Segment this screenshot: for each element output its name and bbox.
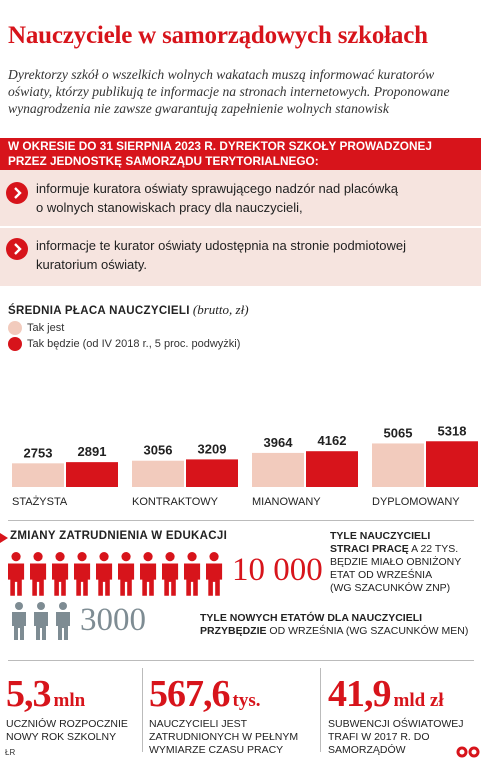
stat-caption: [6, 718, 128, 744]
person-icon: [184, 552, 200, 596]
info-heading-line: PRZEZ JEDNOSTKĘ SAMORZĄDU TERYTORIALNEGO:: [8, 154, 319, 168]
data-label: 5065: [383, 425, 413, 441]
divider: [142, 668, 143, 752]
person-icon: [8, 552, 24, 596]
person-icon: [12, 602, 26, 640]
lost-note-line: TYLE NAUCZYCIELI: [330, 530, 431, 542]
arrow-bullet-icon: [0, 533, 18, 543]
data-label: 3056: [143, 442, 173, 458]
subtitle: Dyrektorzy szkół o wszelkich wolnych wakatach muszą informować kuratorów oświaty, którzy publikują te informacje na stronach internetowych. Proponowane wynagrodzenia nie zawsze gwarantują zapełnienie wolnych stanowisk: [8, 67, 450, 116]
stat-number: [149, 672, 260, 716]
stat-unit: mld zł: [393, 690, 444, 711]
info-item: [0, 228, 481, 286]
person-icon: [140, 552, 156, 596]
author-initials: ŁR: [5, 748, 16, 757]
data-label: 2753: [23, 445, 53, 461]
person-icon: [34, 602, 48, 640]
new-note: [200, 612, 468, 638]
arrow-right-icon: [6, 182, 28, 204]
info-heading-line: W OKRESIE DO 31 SIERPNIA 2023 R. DYREKTOR SZKOŁY PROWADZONEJ: [8, 139, 432, 153]
bar: [426, 441, 478, 487]
stat-caption-line: ZATRUDNIONYCH W PEŁNYM: [149, 731, 299, 743]
info-heading: [0, 138, 481, 170]
category-label: STAŻYSTA: [12, 496, 68, 508]
lost-note: [330, 530, 461, 595]
publisher-logo-icon: [456, 746, 480, 758]
info-item: [0, 170, 481, 226]
data-label: 2891: [77, 444, 107, 460]
new-note-bold: PRZYBĘDZIE: [200, 625, 267, 637]
people-lost-icons: [6, 548, 246, 600]
legend-label: Tak będzie (od IV 2018 r., 5 proc. podwyżki): [27, 337, 241, 350]
category-label: DYPLOMOWANY: [372, 496, 460, 508]
lost-note-rest: A 22 TYS.: [408, 543, 459, 555]
info-item-line: kuratorium oświaty.: [36, 257, 148, 272]
data-label: 5318: [437, 423, 467, 439]
legend-label: Tak jest: [27, 321, 65, 334]
new-note-line: TYLE NOWYCH ETATÓW DLA NAUCZYCIELI: [200, 612, 423, 624]
bar-chart: [0, 300, 481, 520]
bar: [132, 461, 184, 487]
data-label: 3209: [197, 441, 227, 457]
arrow-right-icon: [6, 238, 28, 260]
stat-caption-line: SAMORZĄDÓW: [328, 744, 406, 756]
stat-caption-line: UCZNIÓW ROZPOCZNIE: [6, 718, 128, 730]
bar: [186, 459, 238, 487]
person-icon: [56, 602, 70, 640]
lost-note-line: BĘDZIE MIAŁO OBNIŻONY: [330, 556, 462, 568]
category-label: KONTRAKTOWY: [132, 496, 218, 508]
lost-note-line: (WG SZACUNKÓW ZNP): [330, 582, 451, 594]
info-box: [0, 138, 481, 286]
new-number: 3000: [80, 602, 146, 638]
stat-caption-line: SUBWENCJI OŚWIATOWEJ: [328, 718, 464, 730]
category-label: MIANOWANY: [252, 496, 321, 508]
chart-title-text: ŚREDNIA PŁACA NAUCZYCIELI: [8, 305, 190, 317]
stat-unit: mln: [53, 690, 86, 711]
lost-note-line: ETAT OD WRZEŚNIA: [330, 569, 433, 581]
stat-caption-line: TRAFI W 2017 R. DO: [328, 731, 430, 743]
people-new-icons: [10, 600, 90, 642]
person-icon: [96, 552, 112, 596]
stat-caption-line: NOWY ROK SZKOLNY: [6, 731, 117, 743]
stat-caption: [328, 718, 464, 757]
person-icon: [206, 552, 222, 596]
bar: [252, 453, 304, 487]
divider: [320, 668, 321, 752]
divider: [8, 520, 474, 521]
stat-unit: tys.: [232, 690, 261, 711]
bar: [306, 451, 358, 487]
new-note-rest: OD WRZEŚNIA (WG SZACUNKÓW MEN): [266, 625, 469, 637]
data-label: 4162: [317, 433, 347, 449]
divider: [8, 660, 474, 661]
info-item-line: o wolnych stanowiskach pracy dla nauczycieli,: [36, 200, 303, 215]
bar: [372, 443, 424, 487]
person-icon: [52, 552, 68, 596]
stat-caption-line: NAUCZYCIELI JEST: [149, 718, 248, 730]
stat-number: [328, 672, 444, 716]
bar: [12, 463, 64, 487]
person-icon: [30, 552, 46, 596]
stat-number: [6, 672, 85, 716]
person-icon: [162, 552, 178, 596]
bar: [66, 462, 118, 487]
info-item-line: informuje kuratora oświaty sprawującego nadzór nad placówką: [36, 181, 399, 196]
employment-title: ZMIANY ZATRUDNIENIA W EDUKACJI: [10, 530, 228, 542]
lost-number: 10 000: [232, 552, 323, 588]
stat-value: 5,3: [6, 673, 51, 715]
info-item-line: informacje te kurator oświaty udostępnia na stronie podmiotowej: [36, 238, 406, 253]
chart-title-unit: (brutto, zł): [192, 302, 249, 317]
stat-value: 567,6: [149, 673, 230, 715]
page-title: Nauczyciele w samorządowych szkołach: [8, 22, 428, 49]
person-icon: [118, 552, 134, 596]
stat-caption: [149, 718, 298, 757]
lost-note-bold: STRACI PRACĘ: [330, 543, 409, 555]
data-label: 3964: [263, 434, 293, 450]
person-icon: [74, 552, 90, 596]
stat-value: 41,9: [328, 673, 391, 715]
stat-caption-line: WYMIARZE CZASU PRACY: [149, 744, 284, 756]
